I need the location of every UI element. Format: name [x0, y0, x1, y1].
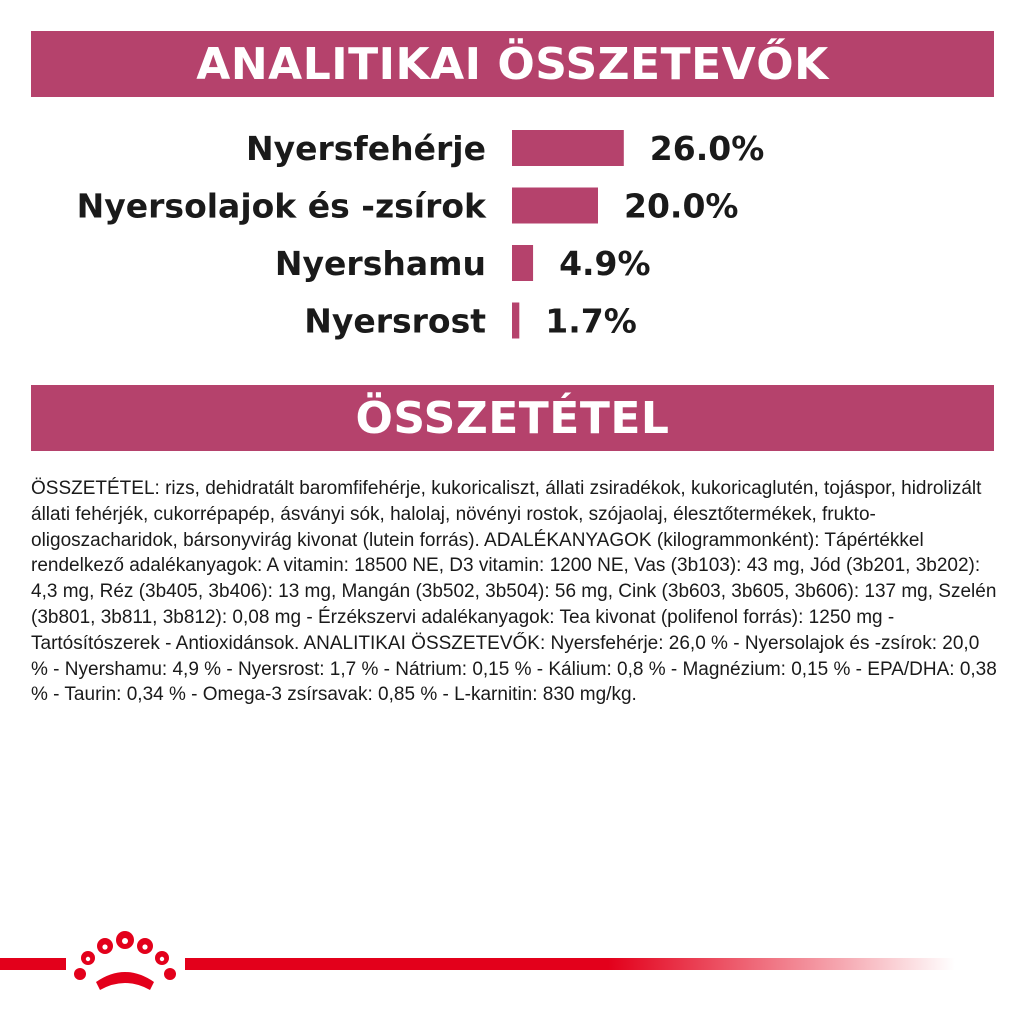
analytic-components-banner: [31, 31, 994, 97]
bar: [512, 303, 519, 339]
value-label: 4.9%: [559, 244, 651, 283]
value-label: 20.0%: [624, 186, 739, 226]
composition-text: ÖSSZETÉTEL: rizs, dehidratált baromfifehérje, kukoricaliszt, állati zsiradékok, kukoricaglutén, tojáspor, hidrolizált állati fehérjék, cukorrépapép, ásványi sók, halolaj, növényi rostok, szójaolaj, élesztőtermékek, frukto-oligoszacharidok, bársonyvirág kivonat (lutein forrás). ADALÉKANYAGOK (kilogrammonként): Tápértékkel rendelkező adalékanyagok: A vitamin: 18500 NE, D3 vitamin: 1200 NE, Vas (3b103): 43 mg, Jód (3b201, 3b202): 4,3 mg, Réz (3b405, 3b406): 13 mg, Mangán (3b502, 3b504): 56 mg, Cink (3b603, 3b605, 3b606): 137 mg, Szelén (3b801, 3b811, 3b812): 0,08 mg - Érzékszervi adalékanyagok: Tea kivonat (polifenol forrás): 1250 mg - Tartósítószerek - Antioxidánsok. ANALITIKAI ÖSSZETEVŐK: Nyersfehérje: 26,0 % - Nyersolajok és -zsírok: 20,0 % - Nyershamu: 4,9 % - Nyersrost: 1,7 % - Nátrium: 0,15 % - Kálium: 0,8 % - Magnézium: 0,15 % - EPA/DHA: 0,38 % - Taurin: 0,34 % - Omega-3 zsírsavak: 0,85 % - L-karnitin: 830 mg/kg.: [31, 478, 997, 706]
value-label: 1.7%: [545, 301, 637, 341]
value-label: 26.0%: [649, 129, 765, 168]
composition-title: ÖSSZETÉTEL: [355, 392, 670, 444]
category-label: Nyersolajok és -zsírok: [76, 186, 486, 226]
analytic-components-title: ANALITIKAI ÖSSZETEVŐK: [196, 38, 829, 90]
composition-banner: [31, 385, 994, 451]
bar: [512, 245, 533, 281]
crown-icon: [70, 926, 180, 996]
bar: [512, 188, 598, 224]
bar: [512, 130, 624, 166]
category-label: Nyersfehérje: [245, 129, 486, 168]
category-label: Nyershamu: [274, 244, 486, 283]
nutrient-bar-chart: [0, 118, 1024, 358]
brand-line-left: [0, 958, 66, 970]
category-label: Nyersrost: [304, 301, 486, 341]
brand-line-right: [185, 958, 955, 970]
